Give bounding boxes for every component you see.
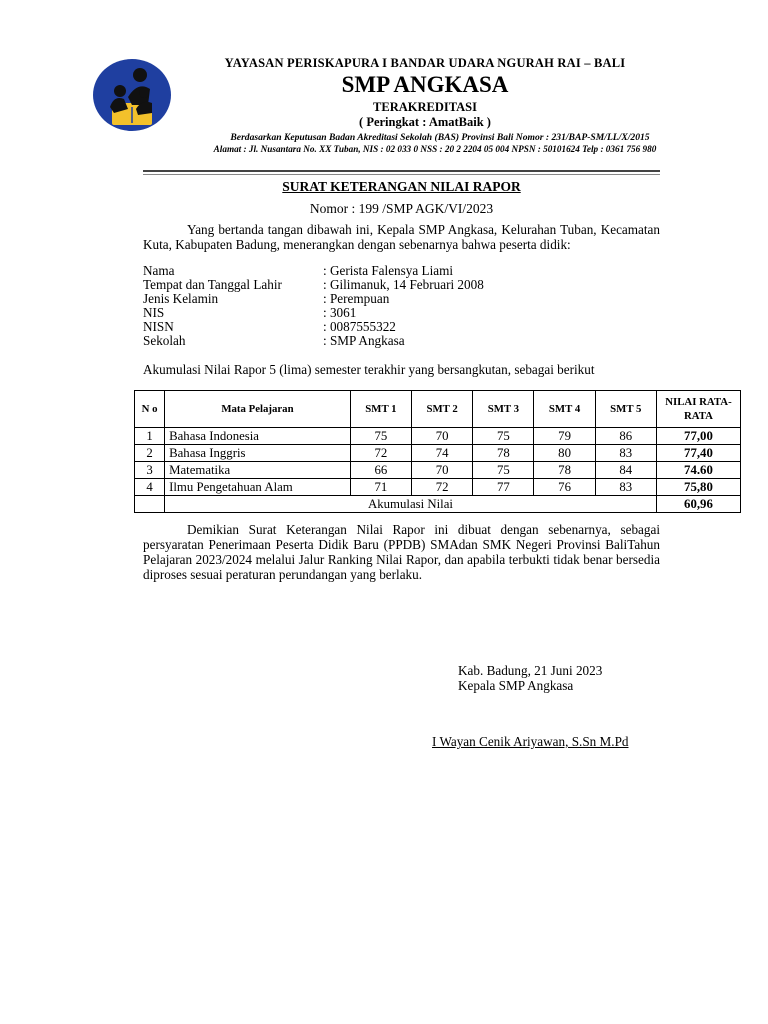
col-smt1: SMT 1 bbox=[350, 391, 411, 428]
identity-label: Jenis Kelamin bbox=[143, 291, 219, 306]
cell-smt2: 70 bbox=[412, 428, 473, 445]
col-smt5: SMT 5 bbox=[595, 391, 656, 428]
cell-smt4: 80 bbox=[534, 445, 595, 462]
school-address: Alamat : Jl. Nusantara No. XX Tuban, NIS : 02 033 0 NSS : 20 2 2204 05 004 NPSN : 50101624 Telp : 0361 756 980 bbox=[213, 144, 657, 154]
cell-smt5: 86 bbox=[595, 428, 656, 445]
identity-row-school bbox=[143, 334, 484, 348]
total-value: 60,96 bbox=[656, 496, 740, 513]
letter-number: Nomor : 199 /SMP AGK/VI/2023 bbox=[309, 201, 494, 216]
identity-row-nis bbox=[143, 306, 484, 320]
intro-text: Yang bertanda tangan dibawah ini, Kepala SMP Angkasa, Kelurahan Tuban, Kecamatan Kuta, Kabupaten Badung, menerangkan dengan sebenarnya bahwa peserta didik: bbox=[143, 222, 660, 252]
identity-value: : Gilimanuk, 14 Februari 2008 bbox=[323, 277, 484, 292]
cell-smt5: 84 bbox=[595, 462, 656, 479]
letter-title: SURAT KETERANGAN NILAI RAPOR bbox=[282, 179, 521, 194]
cell-average: 77,40 bbox=[656, 445, 740, 462]
identity-value: : SMP Angkasa bbox=[323, 333, 405, 348]
signer-position: Kepala SMP Angkasa bbox=[458, 678, 574, 693]
accreditation-decree: Berdasarkan Keputusan Badan Akreditasi Sekolah (BAS) Provinsi Bali Nomor : 231/BAP-SM/LL/X/2015 bbox=[230, 132, 650, 143]
table-total-row bbox=[135, 496, 741, 513]
cell-smt2: 74 bbox=[412, 445, 473, 462]
identity-value: : Gerista Falensya Liami bbox=[323, 263, 454, 278]
cell-no: 3 bbox=[135, 462, 165, 479]
cell-smt1: 75 bbox=[350, 428, 411, 445]
identity-row-name bbox=[143, 264, 484, 278]
cell-empty bbox=[135, 496, 165, 513]
identity-row-gender bbox=[143, 292, 484, 306]
table-row bbox=[135, 445, 741, 462]
cell-smt5: 83 bbox=[595, 479, 656, 496]
identity-value: : 0087555322 bbox=[323, 319, 396, 334]
signer-name: I Wayan Cenik Ariyawan, S.Sn M.Pd bbox=[432, 734, 629, 749]
intro-paragraph bbox=[143, 222, 660, 252]
cell-subject: Bahasa Inggris bbox=[165, 445, 351, 462]
cell-subject: Bahasa Indonesia bbox=[165, 428, 351, 445]
cell-smt3: 75 bbox=[473, 428, 534, 445]
col-smt3: SMT 3 bbox=[473, 391, 534, 428]
cell-no: 1 bbox=[135, 428, 165, 445]
cell-smt1: 72 bbox=[350, 445, 411, 462]
cell-smt4: 79 bbox=[534, 428, 595, 445]
cell-smt3: 78 bbox=[473, 445, 534, 462]
total-label: Akumulasi Nilai bbox=[165, 496, 657, 513]
student-identity bbox=[143, 264, 484, 348]
cell-smt3: 75 bbox=[473, 462, 534, 479]
identity-label: NISN bbox=[143, 319, 174, 334]
cell-smt3: 77 bbox=[473, 479, 534, 496]
closing-paragraph bbox=[143, 522, 660, 582]
identity-label: NIS bbox=[143, 305, 165, 320]
identity-value: : 3061 bbox=[323, 305, 357, 320]
col-smt4: SMT 4 bbox=[534, 391, 595, 428]
closing-text: Demikian Surat Keterangan Nilai Rapor ini dibuat dengan sebenarnya, sebagai persyaratan Penerimaan Peserta Didik Baru (PPDB) SMAdan SMK Negeri Provinsi BaliTahun Pelajaran 2023/2024 melalui Jalur Ranking Nilai Rapor, dan apabila terbukti tidak benar bersedia diproses sesuai peraturan perundangan yang berlaku. bbox=[143, 522, 660, 582]
identity-label: Nama bbox=[143, 263, 175, 278]
identity-value: : Perempuan bbox=[323, 291, 390, 306]
cell-subject: Ilmu Pengetahuan Alam bbox=[165, 479, 351, 496]
table-row bbox=[135, 428, 741, 445]
identity-row-birth bbox=[143, 278, 484, 292]
cell-smt5: 83 bbox=[595, 445, 656, 462]
accumulation-intro: Akumulasi Nilai Rapor 5 (lima) semester terakhir yang bersangkutan, sebagai berikut bbox=[143, 362, 595, 377]
foundation-name: YAYASAN PERISKAPURA I BANDAR UDARA NGURAH RAI – BALI bbox=[224, 56, 626, 70]
cell-smt4: 78 bbox=[534, 462, 595, 479]
identity-label: Tempat dan Tanggal Lahir bbox=[143, 277, 282, 292]
cell-smt2: 70 bbox=[412, 462, 473, 479]
accreditation-status: TERAKREDITASI bbox=[373, 100, 477, 114]
identity-label: Sekolah bbox=[143, 333, 186, 348]
col-average: NILAI RATA-RATA bbox=[656, 391, 740, 428]
cell-smt1: 71 bbox=[350, 479, 411, 496]
cell-smt1: 66 bbox=[350, 462, 411, 479]
col-no: N o bbox=[135, 391, 165, 428]
header-divider bbox=[143, 170, 660, 172]
grades-table bbox=[134, 390, 741, 513]
cell-smt4: 76 bbox=[534, 479, 595, 496]
cell-average: 74.60 bbox=[656, 462, 740, 479]
table-header-row bbox=[135, 391, 741, 428]
accreditation-rating: ( Peringkat : AmatBaik ) bbox=[359, 115, 491, 129]
col-subject: Mata Pelajaran bbox=[165, 391, 351, 428]
cell-average: 75,80 bbox=[656, 479, 740, 496]
header-divider-thin bbox=[143, 174, 660, 175]
table-row bbox=[135, 462, 741, 479]
cell-average: 77,00 bbox=[656, 428, 740, 445]
cell-subject: Matematika bbox=[165, 462, 351, 479]
identity-row-nisn bbox=[143, 320, 484, 334]
col-smt2: SMT 2 bbox=[412, 391, 473, 428]
cell-no: 4 bbox=[135, 479, 165, 496]
table-row bbox=[135, 479, 741, 496]
cell-no: 2 bbox=[135, 445, 165, 462]
school-name: SMP ANGKASA bbox=[341, 72, 509, 97]
cell-smt2: 72 bbox=[412, 479, 473, 496]
place-date: Kab. Badung, 21 Juni 2023 bbox=[458, 663, 603, 678]
